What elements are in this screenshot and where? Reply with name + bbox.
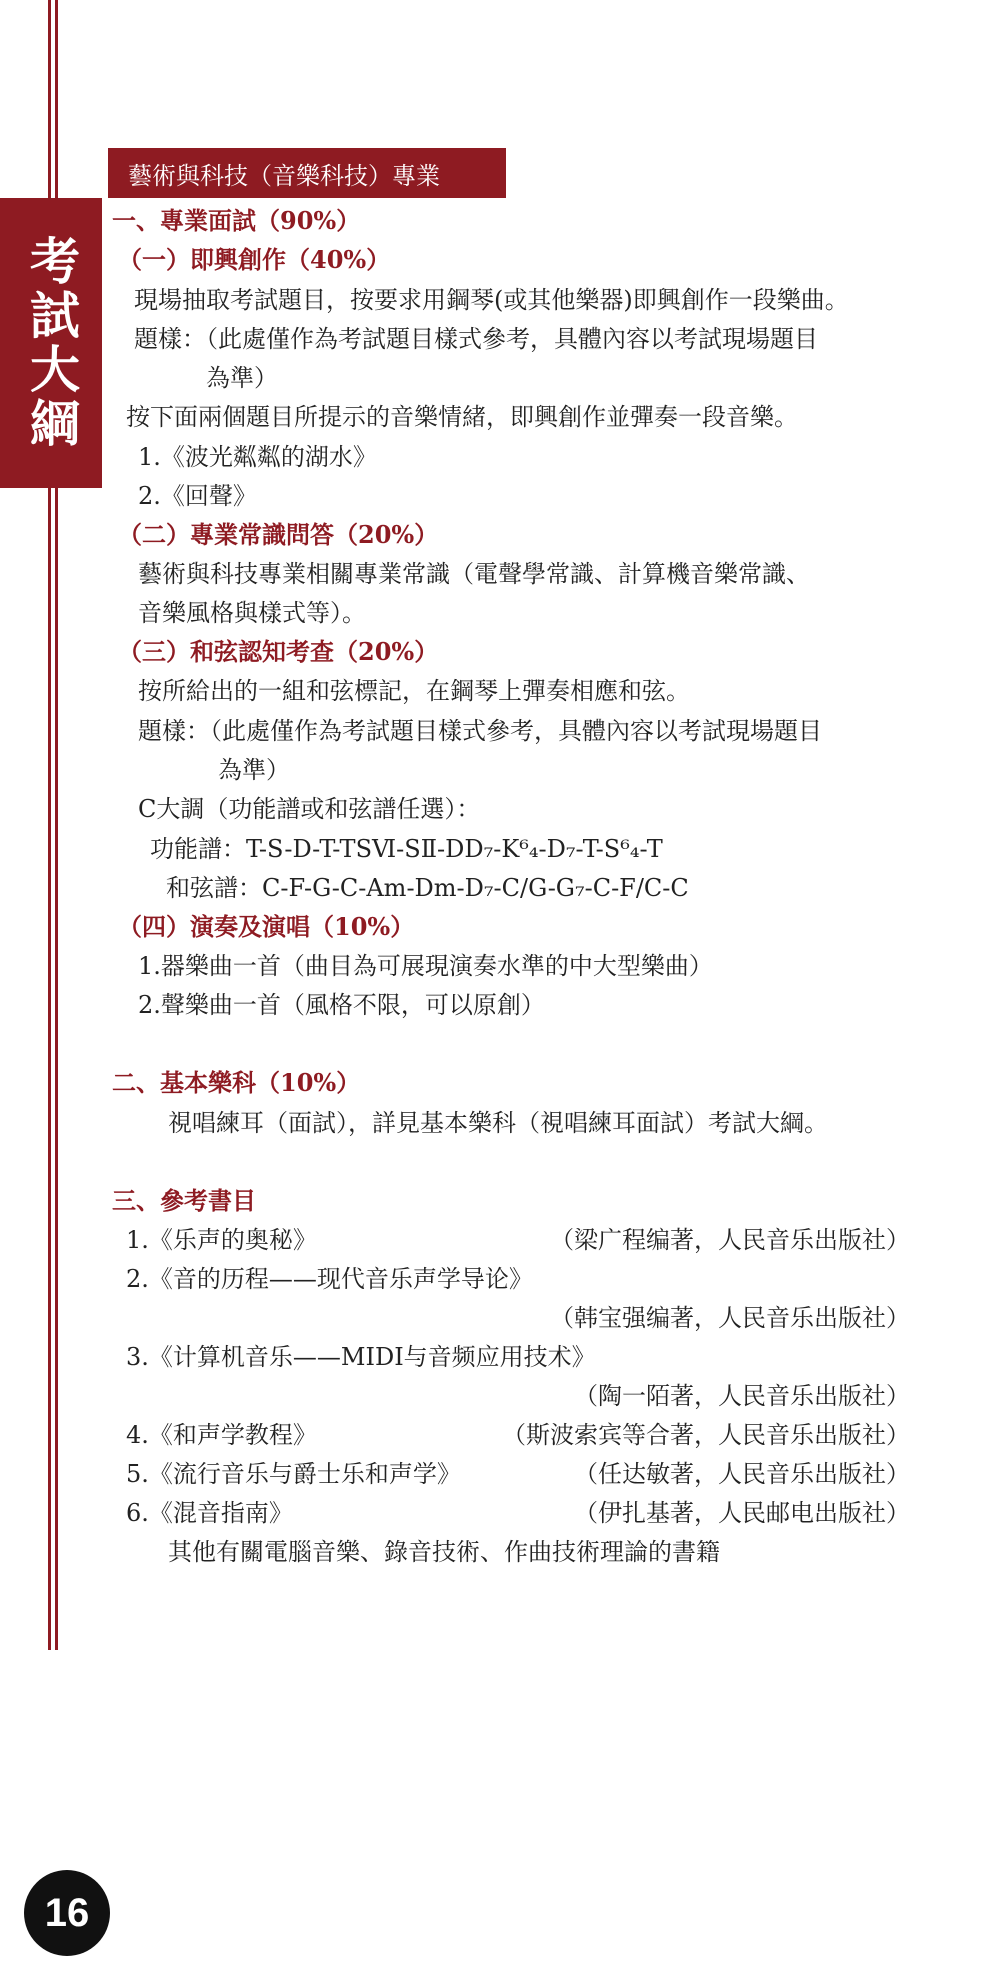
book-title: 6.《混音指南》 [126, 1499, 293, 1527]
paragraph: 按下面兩個題目所提示的音樂情緒，即興創作並彈奏一段音樂。 [126, 403, 798, 431]
subsection-heading: （一）即興創作（40%） [118, 245, 391, 274]
book-publisher: （韩宝强编著，人民音乐出版社） [550, 1304, 910, 1332]
book-publisher: （陶一陌著，人民音乐出版社） [574, 1382, 910, 1410]
paragraph: 現場抽取考試題目，按要求用鋼琴(或其他樂器)即興創作一段樂曲。 [134, 286, 849, 314]
sample-note: 題樣：（此處僅作為考試題目樣式參考，具體內容以考試現場題目 [134, 325, 818, 353]
subsection-heading: （三）和弦認知考查（20%） [118, 637, 439, 666]
page-title: 藝術與科技（音樂科技）專業 [128, 161, 440, 190]
section-heading: 一、專業面試（90%） [112, 206, 361, 235]
sample-note-cont: 為準） [206, 364, 278, 392]
book-publisher: （斯波索宾等合著，人民音乐出版社） [502, 1421, 910, 1449]
paragraph: 其他有關電腦音樂、錄音技術、作曲技術理論的書籍 [168, 1538, 720, 1566]
paragraph: 音樂風格與樣式等）。 [138, 599, 366, 627]
paragraph: 視唱練耳（面試），詳見基本樂科（視唱練耳面試）考試大綱。 [168, 1109, 828, 1137]
subsection-heading: （四）演奏及演唱（10%） [118, 912, 415, 941]
page-number-badge [24, 1870, 110, 1956]
book-title: 1.《乐声的奥秘》 [126, 1226, 317, 1254]
book-title: 3.《计算机音乐——MIDI与音频应用技术》 [126, 1343, 596, 1371]
section-heading: 二、基本樂科（10%） [112, 1068, 361, 1097]
book-publisher: （伊扎基著，人民邮电出版社） [574, 1499, 910, 1527]
list-item: 2.《回聲》 [138, 482, 257, 510]
paragraph: 藝術與科技專業相關專業常識（電聲學常識、計算機音樂常識、 [138, 560, 810, 588]
page-title-banner [108, 148, 506, 198]
book-title: 2.《音的历程——现代音乐声学导论》 [126, 1265, 533, 1293]
chord-notation: 和弦譜：C-F-G-C-Am-Dm-D₇-C/G-G₇-C-F/C-C [166, 874, 689, 902]
sample-note-cont: 為準） [218, 756, 290, 784]
subsection-heading: （二）專業常識問答（20%） [118, 520, 439, 549]
side-section-tab [0, 198, 102, 488]
key-label: C大調（功能譜或和弦譜任選）： [138, 795, 481, 823]
page-number: 16 [44, 1890, 90, 1935]
list-item: 2.聲樂曲一首（風格不限，可以原創） [138, 991, 545, 1019]
side-tab-label: 考試大綱 [22, 235, 81, 451]
book-publisher: （梁广程编著，人民音乐出版社） [550, 1226, 910, 1254]
sample-note: 題樣：（此處僅作為考試題目樣式參考，具體內容以考試現場題目 [138, 717, 822, 745]
book-title: 5.《流行音乐与爵士乐和声学》 [126, 1460, 461, 1488]
book-title: 4.《和声学教程》 [126, 1421, 317, 1449]
paragraph: 按所給出的一組和弦標記，在鋼琴上彈奏相應和弦。 [138, 677, 690, 705]
function-notation: 功能譜：T-S-D-T-TSⅥ-SⅡ-DD₇-K⁶₄-D₇-T-S⁶₄-T [150, 835, 663, 863]
list-item: 1.《波光粼粼的湖水》 [138, 443, 377, 471]
book-publisher: （任达敏著，人民音乐出版社） [574, 1460, 910, 1488]
section-heading: 三、參考書目 [112, 1186, 256, 1215]
list-item: 1.器樂曲一首（曲目為可展現演奏水準的中大型樂曲） [138, 952, 713, 980]
